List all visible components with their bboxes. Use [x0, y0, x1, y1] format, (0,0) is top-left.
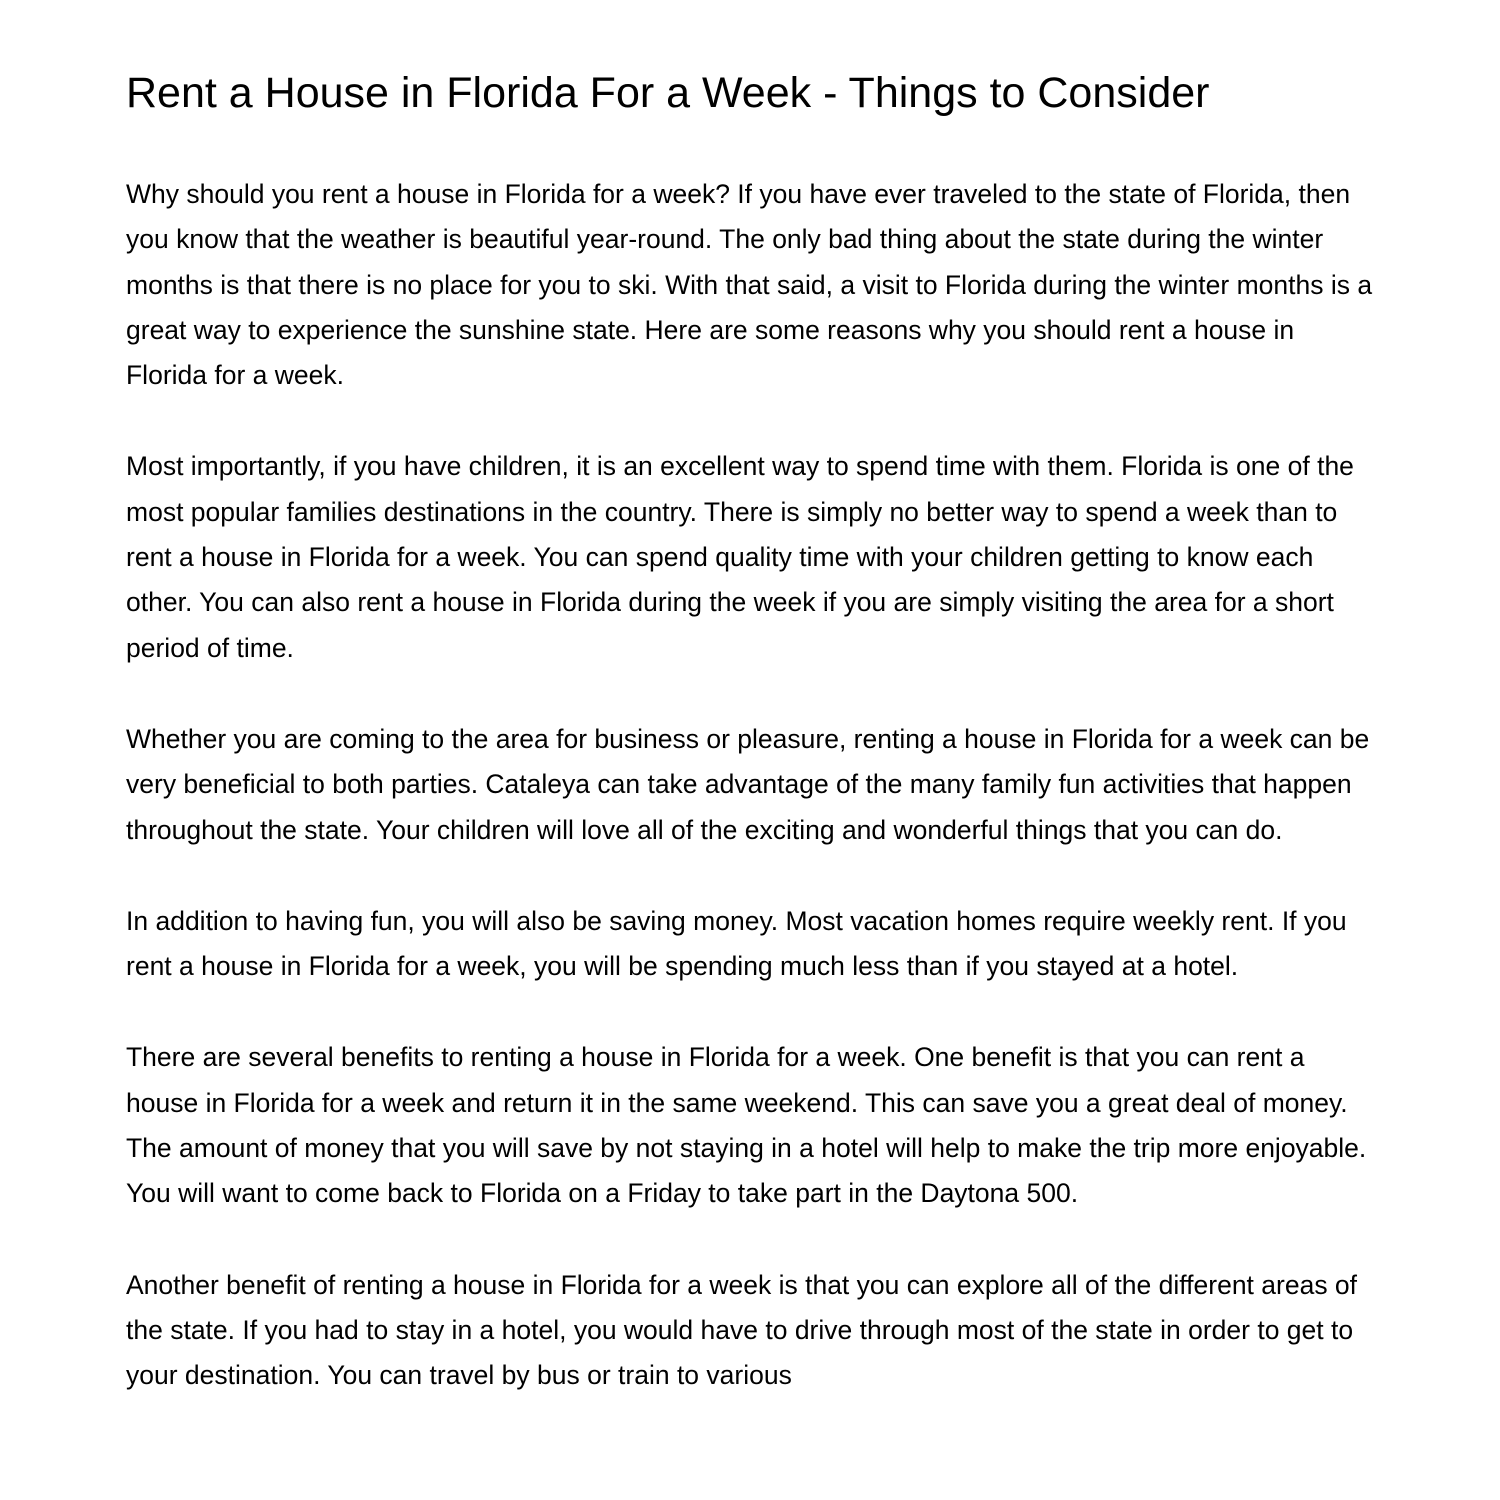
- paragraph-spacer: [126, 671, 1376, 717]
- paragraph-2: Most importantly, if you have children, it is an excellent way to spend time with them. Florida is one of the most popular families destinations in the country. There is simply no better way to spend a week than to rent a house in Florida for a week. You can spend quality time with your children getting to know each other. You can also rent a house in Florida during the week if you are simply visiting the area for a short period of time.: [126, 451, 1354, 663]
- paragraph-spacer: [126, 989, 1376, 1035]
- paragraph-1: Why should you rent a house in Florida for a week? If you have ever traveled to the state of Florida, then you know that the weather is beautiful year-round. The only bad thing about the state during the winter months is that there is no place for you to ski. With that said, a visit to Florida during the winter months is a great way to experience the sunshine state. Here are some reasons why you should rent a house in Florida for a week.: [126, 179, 1373, 391]
- paragraph-5: There are several benefits to renting a house in Florida for a week. One benefit is that you can rent a house in Florida for a week and return it in the same weekend. This can save you a great deal of money. The amount of money that you will save by not staying in a hotel will help to make the trip more enjoyable. You will want to come back to Florida on a Friday to take part in the Daytona 500.: [126, 1042, 1367, 1209]
- document-body: [126, 66, 1376, 1399]
- paragraph-6: Another benefit of renting a house in Florida for a week is that you can explore all of the different areas of the state. If you had to stay in a hotel, you would have to drive through most of the state in order to get to your destination. You can travel by bus or train to various: [126, 1269, 1358, 1391]
- paragraph-spacer: [126, 398, 1376, 444]
- paragraph-3: Whether you are coming to the area for business or pleasure, renting a house in Florida for a week can be very beneficial to both parties. Cataleya can take advantage of the many family fun activities that happen throughout the state. Your children will love all of the exciting and wonderful things that you can do.: [126, 723, 1370, 845]
- document-title: Rent a House in Florida For a Week - Things to Consider: [126, 69, 1210, 117]
- paragraph-4: In addition to having fun, you will also be saving money. Most vacation homes require weekly rent. If you rent a house in Florida for a week, you will be spending much less than if you stayed at a hotel.: [126, 905, 1347, 982]
- paragraph-spacer: [126, 1217, 1376, 1263]
- paragraph-spacer: [126, 853, 1376, 899]
- title-spacer: [126, 120, 1376, 172]
